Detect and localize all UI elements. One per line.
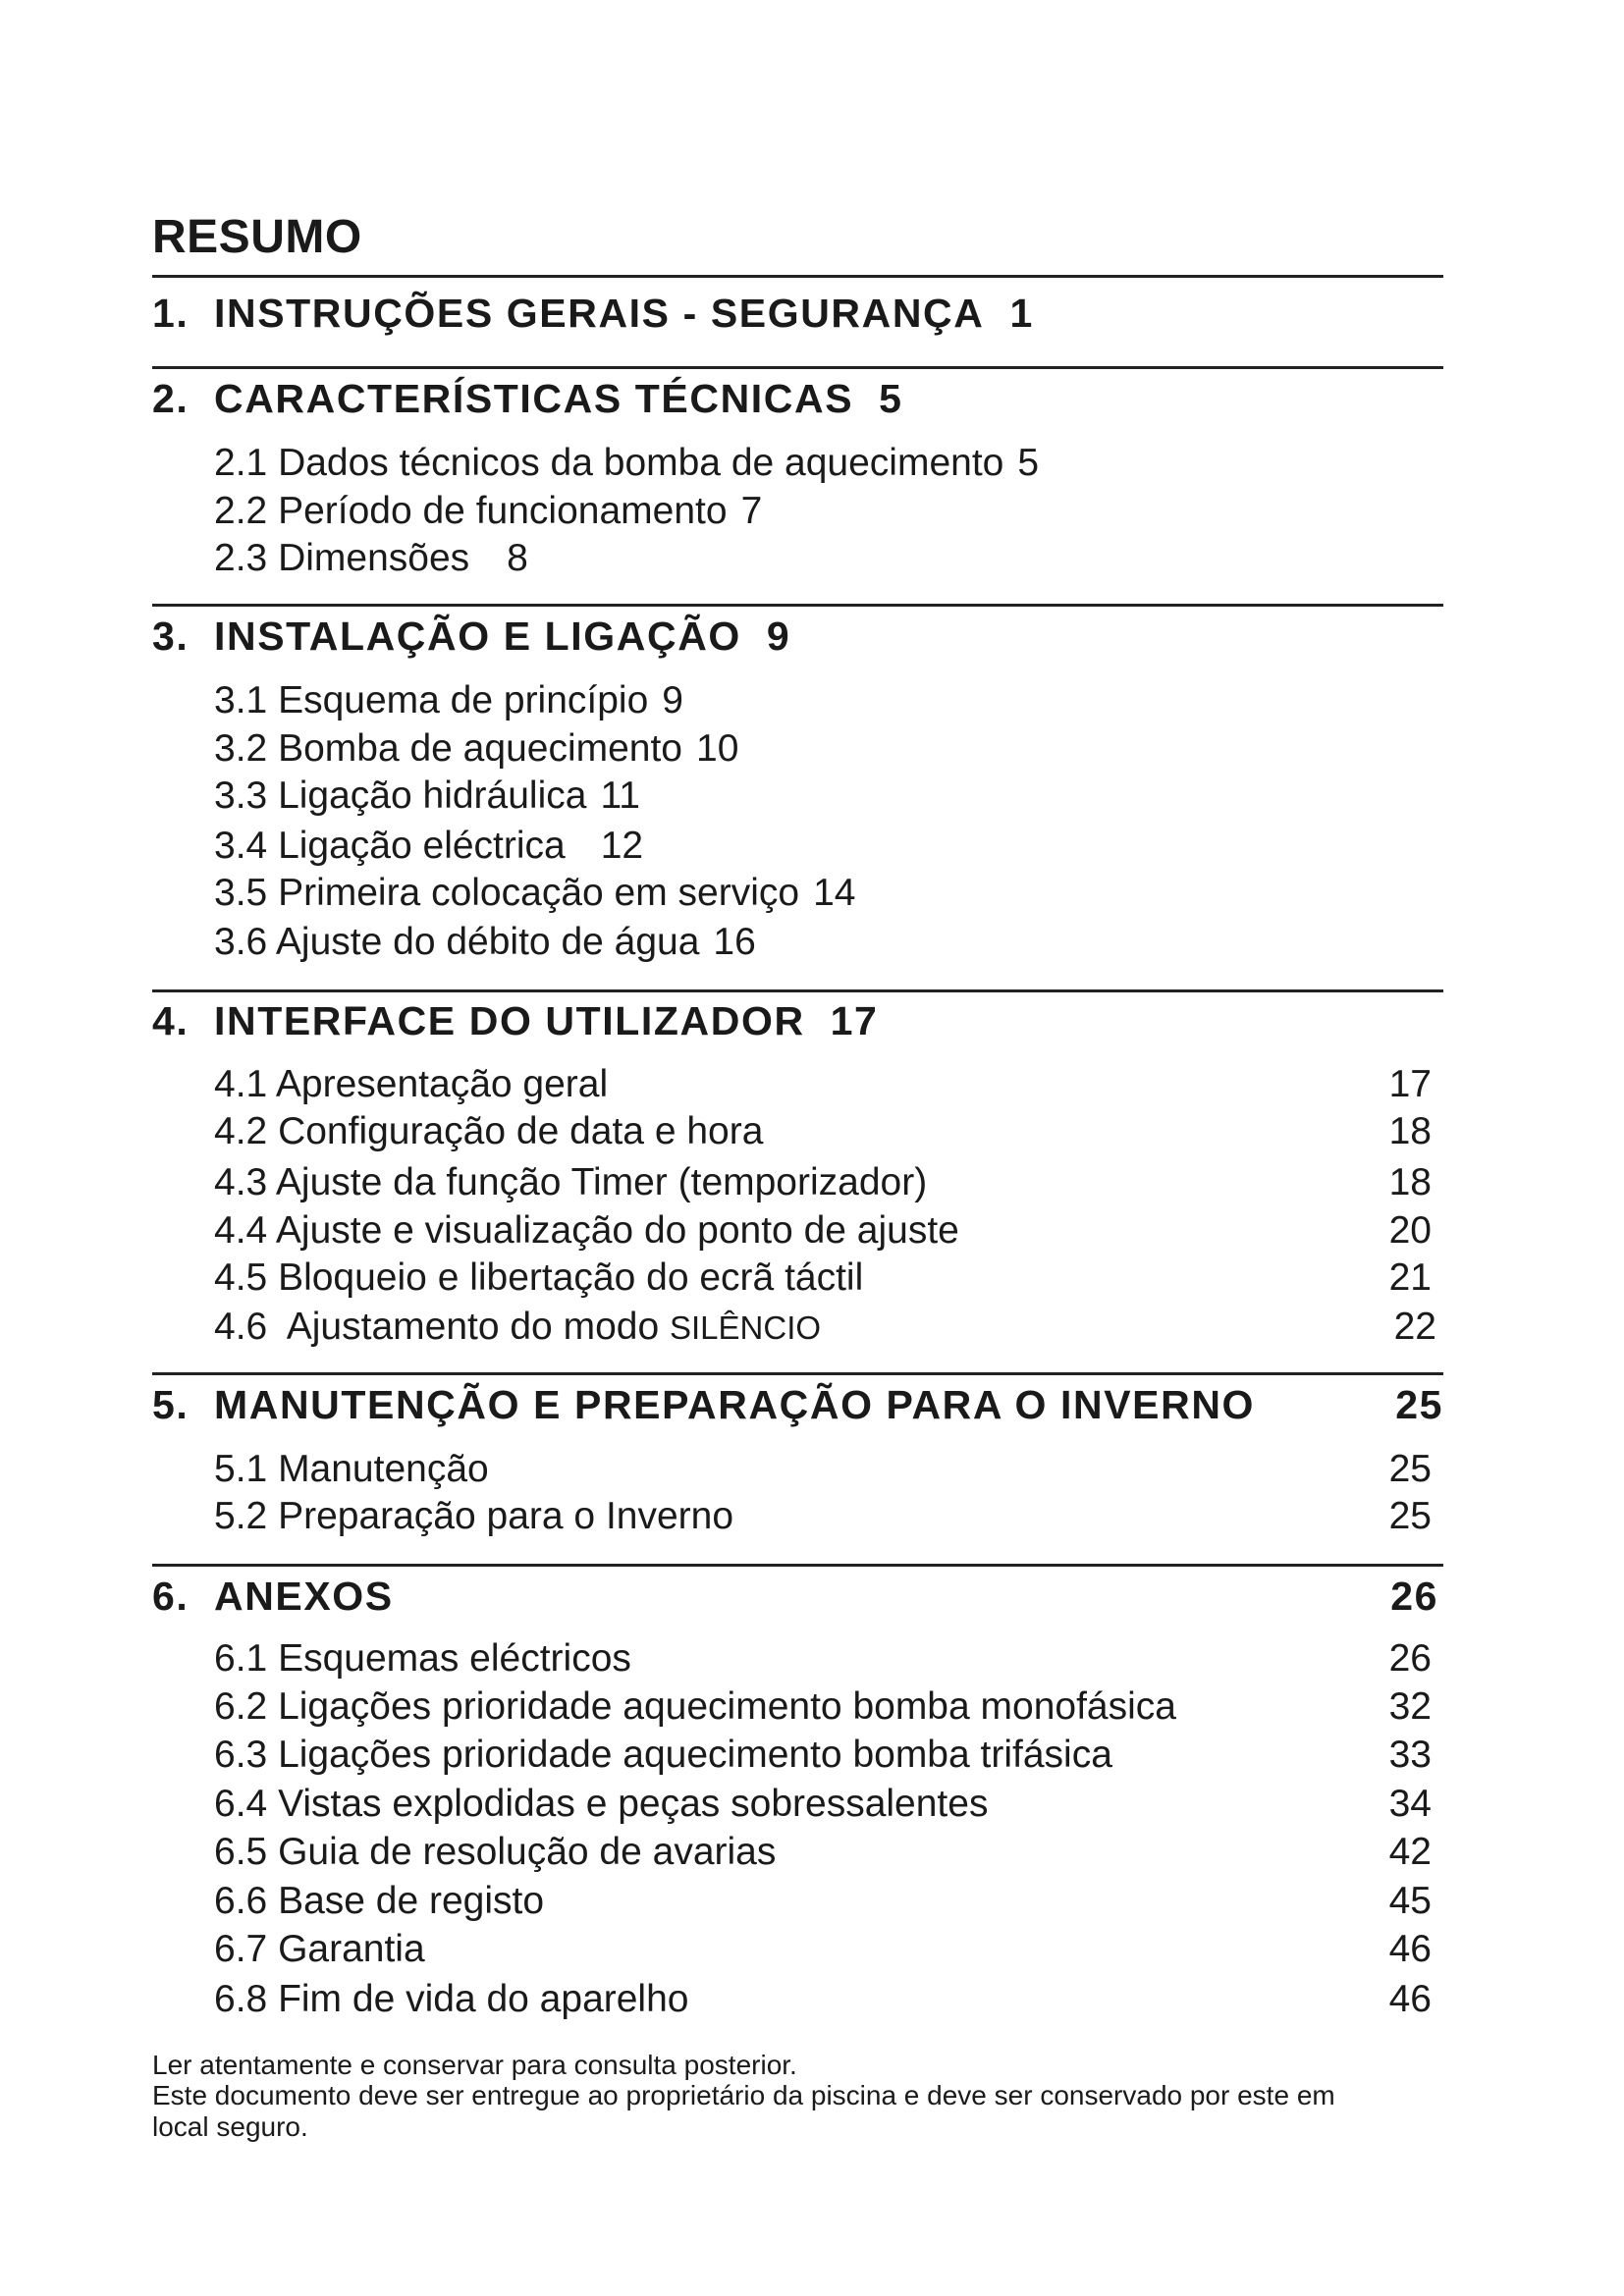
item-page: 42: [1388, 1831, 1432, 1873]
toc-item-6-6[interactable]: [214, 1882, 1432, 1920]
toc-item-3-4[interactable]: [214, 827, 1432, 865]
item-title: Preparação para o Inverno: [278, 1495, 734, 1537]
toc-section-2[interactable]: [152, 376, 1443, 421]
item-number: 2.3: [214, 537, 268, 579]
divider: [152, 604, 1443, 607]
item-page: 18: [1388, 1110, 1432, 1152]
toc-item-3-1[interactable]: [214, 681, 1432, 720]
item-page: 25: [1388, 1448, 1432, 1490]
toc-item-3-5[interactable]: [214, 874, 1432, 912]
section-number: 3.: [152, 614, 189, 659]
item-number: 3.3: [214, 774, 268, 817]
section-page: 25: [1395, 1382, 1443, 1427]
section-title: MANUTENÇÃO E PREPARAÇÃO PARA O INVERNO: [214, 1382, 1256, 1427]
item-page: 12: [600, 825, 644, 867]
page-title: RESUMO: [152, 211, 362, 263]
divider: [152, 1372, 1443, 1375]
item-number: 3.2: [214, 727, 268, 770]
item-title: Período de funcionamento: [278, 490, 728, 532]
toc-item-5-1[interactable]: [214, 1450, 1432, 1488]
divider: [152, 275, 1443, 278]
item-number: 2.2: [214, 490, 268, 532]
item-title: Bomba de aquecimento: [278, 727, 682, 770]
item-number: 4.3: [214, 1161, 268, 1203]
item-title: Ajuste da função Timer (temporizador): [275, 1161, 928, 1203]
item-title-caps: SILÊNCIO: [670, 1309, 822, 1346]
item-page: 46: [1388, 1928, 1432, 1970]
item-title: Vistas explodidas e peças sobressalentes: [278, 1783, 989, 1825]
toc-item-6-7[interactable]: [214, 1930, 1432, 1968]
item-title: Base de registo: [278, 1880, 545, 1922]
section-page: 9: [766, 614, 791, 659]
item-title: Bloqueio e libertação do ecrã táctil: [278, 1256, 864, 1299]
item-number: 4.1: [214, 1063, 268, 1105]
item-title: Ajuste do débito de água: [275, 921, 700, 963]
item-page: 16: [713, 921, 756, 963]
item-title: Apresentação geral: [275, 1063, 609, 1105]
section-title: INSTALAÇÃO E LIGAÇÃO: [214, 614, 741, 659]
item-title: Ajuste e visualização do ponto de ajuste: [275, 1209, 959, 1252]
item-page: 21: [1388, 1256, 1432, 1299]
item-page: 32: [1388, 1685, 1432, 1728]
toc-section-6[interactable]: [152, 1576, 1443, 1617]
item-page: 45: [1388, 1880, 1432, 1922]
item-number: 3.6: [214, 921, 268, 963]
toc-item-6-8[interactable]: [214, 1980, 1432, 2018]
section-page: 1: [1009, 291, 1034, 336]
item-page: 14: [813, 872, 856, 914]
toc-item-4-2[interactable]: [214, 1112, 1432, 1150]
item-title: Ligações prioridade aquecimento bomba trifásica: [278, 1734, 1112, 1776]
toc-item-6-2[interactable]: [214, 1687, 1432, 1726]
toc-section-4[interactable]: [152, 998, 1443, 1043]
item-number: 6.3: [214, 1734, 268, 1776]
toc-item-4-6[interactable]: [214, 1306, 1436, 1348]
item-page: 22: [1393, 1306, 1436, 1348]
item-page: 10: [696, 727, 739, 770]
item-title: Dados técnicos da bomba de aquecimento: [278, 442, 1004, 484]
item-page: 5: [1017, 442, 1040, 484]
item-page: 7: [740, 490, 763, 532]
item-page: 20: [1388, 1209, 1432, 1252]
section-page: 5: [879, 376, 903, 421]
item-number: 2.1: [214, 442, 268, 484]
item-number: 4.6: [214, 1306, 268, 1348]
item-title: Ligação hidráulica: [278, 774, 587, 817]
section-number: 6.: [152, 1574, 189, 1619]
toc-item-2-1[interactable]: [214, 444, 1432, 482]
toc-item-3-2[interactable]: [214, 729, 1432, 768]
item-title: Esquemas eléctricos: [278, 1637, 631, 1680]
item-title: Configuração de data e hora: [278, 1110, 764, 1152]
section-number: 2.: [152, 376, 189, 421]
item-page: 9: [662, 679, 683, 721]
item-number: 3.1: [214, 679, 268, 721]
section-number: 5.: [152, 1382, 189, 1427]
section-page: 17: [830, 998, 879, 1043]
item-number: 6.7: [214, 1928, 268, 1970]
toc-item-4-3[interactable]: [214, 1163, 1432, 1201]
section-title: CARACTERÍSTICAS TÉCNICAS: [214, 376, 854, 421]
footer-line: Ler atentamente e conservar para consulta posterior.: [152, 2050, 797, 2080]
section-title: ANEXOS: [214, 1574, 394, 1619]
item-number: 3.4: [214, 825, 268, 867]
item-title: Guia de resolução de avarias: [278, 1831, 777, 1873]
item-page: 17: [1388, 1063, 1432, 1105]
item-number: 4.2: [214, 1110, 268, 1152]
toc-item-4-1[interactable]: [214, 1065, 1432, 1103]
item-number: 6.2: [214, 1685, 268, 1728]
toc-section-3[interactable]: [152, 616, 1443, 657]
item-page: 34: [1388, 1783, 1432, 1825]
item-title: Primeira colocação em serviço: [278, 872, 800, 914]
item-page: 25: [1388, 1495, 1432, 1537]
toc-item-4-5[interactable]: [214, 1258, 1432, 1297]
toc-item-2-2[interactable]: [214, 492, 1432, 530]
divider: [152, 366, 1443, 369]
footer-line: local seguro.: [152, 2110, 308, 2142]
item-title: Ligação eléctrica: [278, 825, 566, 867]
divider: [152, 1564, 1443, 1567]
toc-item-6-1[interactable]: [214, 1639, 1432, 1678]
toc-item-6-3[interactable]: [214, 1735, 1432, 1774]
item-number: 5.1: [214, 1448, 268, 1490]
toc-item-6-4[interactable]: [214, 1785, 1432, 1823]
item-number: 6.6: [214, 1880, 268, 1922]
section-page: 26: [1390, 1574, 1438, 1619]
item-number: 6.1: [214, 1637, 268, 1680]
divider: [152, 989, 1443, 992]
section-title: INSTRUÇÕES GERAIS - SEGURANÇA: [214, 291, 985, 336]
toc-section-5[interactable]: [152, 1382, 1443, 1427]
item-number: 6.4: [214, 1783, 268, 1825]
item-page: 46: [1388, 1978, 1432, 2020]
toc-item-2-3[interactable]: [214, 539, 1432, 577]
item-page: 8: [507, 537, 528, 579]
item-title: Dimensões: [278, 537, 470, 579]
item-number: 5.2: [214, 1495, 268, 1537]
item-number: 6.8: [214, 1978, 268, 2020]
toc-item-3-6[interactable]: [214, 923, 1432, 961]
toc-item-5-2[interactable]: [214, 1497, 1432, 1535]
item-page: 33: [1388, 1734, 1432, 1776]
item-page: 26: [1388, 1637, 1432, 1680]
item-number: 4.4: [214, 1209, 268, 1252]
item-title: Garantia: [278, 1928, 425, 1970]
item-title: Ajustamento do modo: [286, 1306, 660, 1348]
section-number: 4.: [152, 998, 189, 1043]
item-number: 3.5: [214, 872, 268, 914]
item-title: Manutenção: [278, 1448, 489, 1490]
section-title: INTERFACE DO UTILIZADOR: [214, 998, 805, 1043]
item-number: 6.5: [214, 1831, 268, 1873]
toc-item-3-3[interactable]: [214, 776, 1432, 815]
footer-note: [152, 2050, 1429, 2142]
item-title: Fim de vida do aparelho: [278, 1978, 689, 2020]
footer-line: Este documento deve ser entregue ao proprietário da piscina e deve ser conservado por este em: [152, 2080, 1335, 2111]
item-title: Ligações prioridade aquecimento bomba monofásica: [278, 1685, 1176, 1728]
item-title: Esquema de princípio: [278, 679, 649, 721]
section-number: 1.: [152, 291, 189, 336]
toc-item-6-5[interactable]: [214, 1833, 1432, 1871]
item-page: 18: [1388, 1161, 1432, 1203]
item-number: 4.5: [214, 1256, 268, 1299]
toc-item-4-4[interactable]: [214, 1211, 1432, 1250]
toc-section-1[interactable]: [152, 291, 1443, 336]
item-page: 11: [600, 774, 640, 817]
